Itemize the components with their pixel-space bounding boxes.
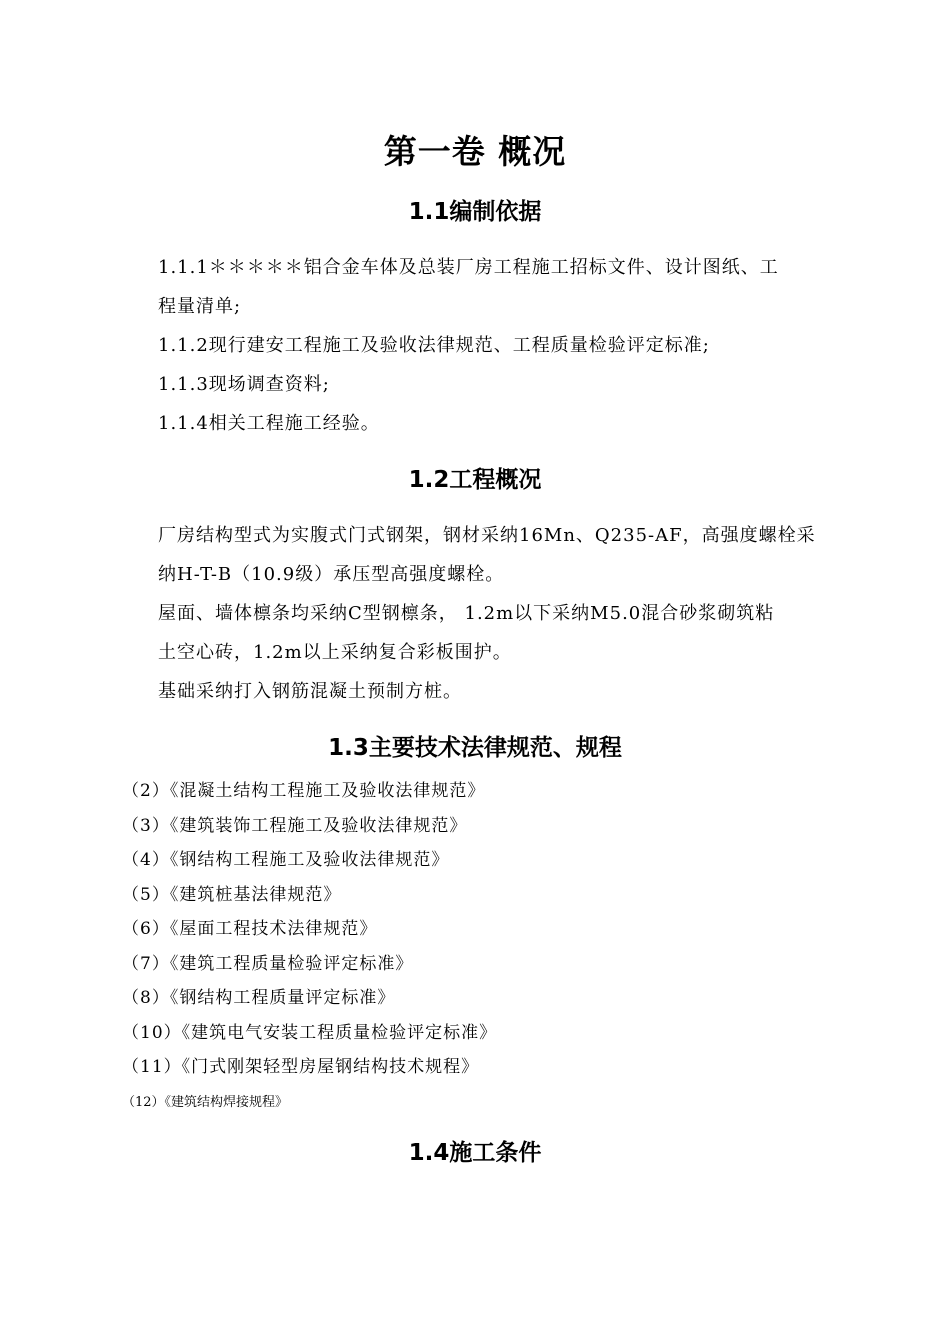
paragraph-line: 基础采纳打入钢筋混凝土预制方桩。 [158,681,462,702]
paragraph-line: 厂房结构型式为实腹式门式钢架，钢材采纳16Mn、Q235-AF，高强度螺栓采 [158,525,816,546]
list-item-small: （12）《建筑结构焊接规程》 [122,1095,289,1110]
list-item: （11）《门式刚架轻型房屋钢结构技术规程》 [122,1057,480,1077]
paragraph-line: 土空心砖，1.2m以上采纳复合彩板围护。 [158,642,512,663]
section-1-1-body [158,248,848,443]
paragraph-line: 1.1.4相关工程施工经验。 [158,413,380,434]
paragraph-line: 屋面、墙体檩条均采纳C型钢檩条， 1.2m以下采纳M5.0混合砂浆砌筑粘 [158,603,775,624]
list-item: （5）《建筑桩基法律规范》 [122,884,342,905]
list-item: （3）《建筑装饰工程施工及验收法律规范》 [122,815,468,836]
paragraph-line: 纳H-T-B（10.9级）承压型高强度螺栓。 [158,564,505,585]
list-item: （10）《建筑电气安装工程质量检验评定标准》 [122,1022,498,1043]
list-item: （6）《屋面工程技术法律规范》 [122,919,378,939]
list-item: （7）《建筑工程质量检验评定标准》 [122,953,414,974]
paragraph-line: 1.1.1＊＊＊＊＊铝合金车体及总装厂房工程施工招标文件、设计图纸、工 [158,257,779,278]
section-1-4-heading: 1.4施工条件 [408,1140,542,1166]
paragraph-line: 1.1.2现行建安工程施工及验收法律规范、工程质量检验评定标准; [158,335,710,356]
paragraph-line: 1.1.3现场调查资料; [158,374,330,395]
list-item: （4）《钢结构工程施工及验收法律规范》 [122,850,450,870]
standards-list [122,774,497,1085]
volume-title: 第一卷 概况 [383,132,567,171]
section-1-2-body [158,516,848,711]
list-item: （8）《钢结构工程质量评定标准》 [122,988,396,1008]
list-item: （2）《混凝土结构工程施工及验收法律规范》 [122,781,486,801]
section-1-2-heading: 1.2工程概况 [408,467,542,493]
paragraph-line: 程量清单; [158,296,242,317]
section-1-1-heading: 1.1编制依据 [408,199,542,225]
section-1-3-heading: 1.3主要技术法律规范、规程 [328,735,622,761]
